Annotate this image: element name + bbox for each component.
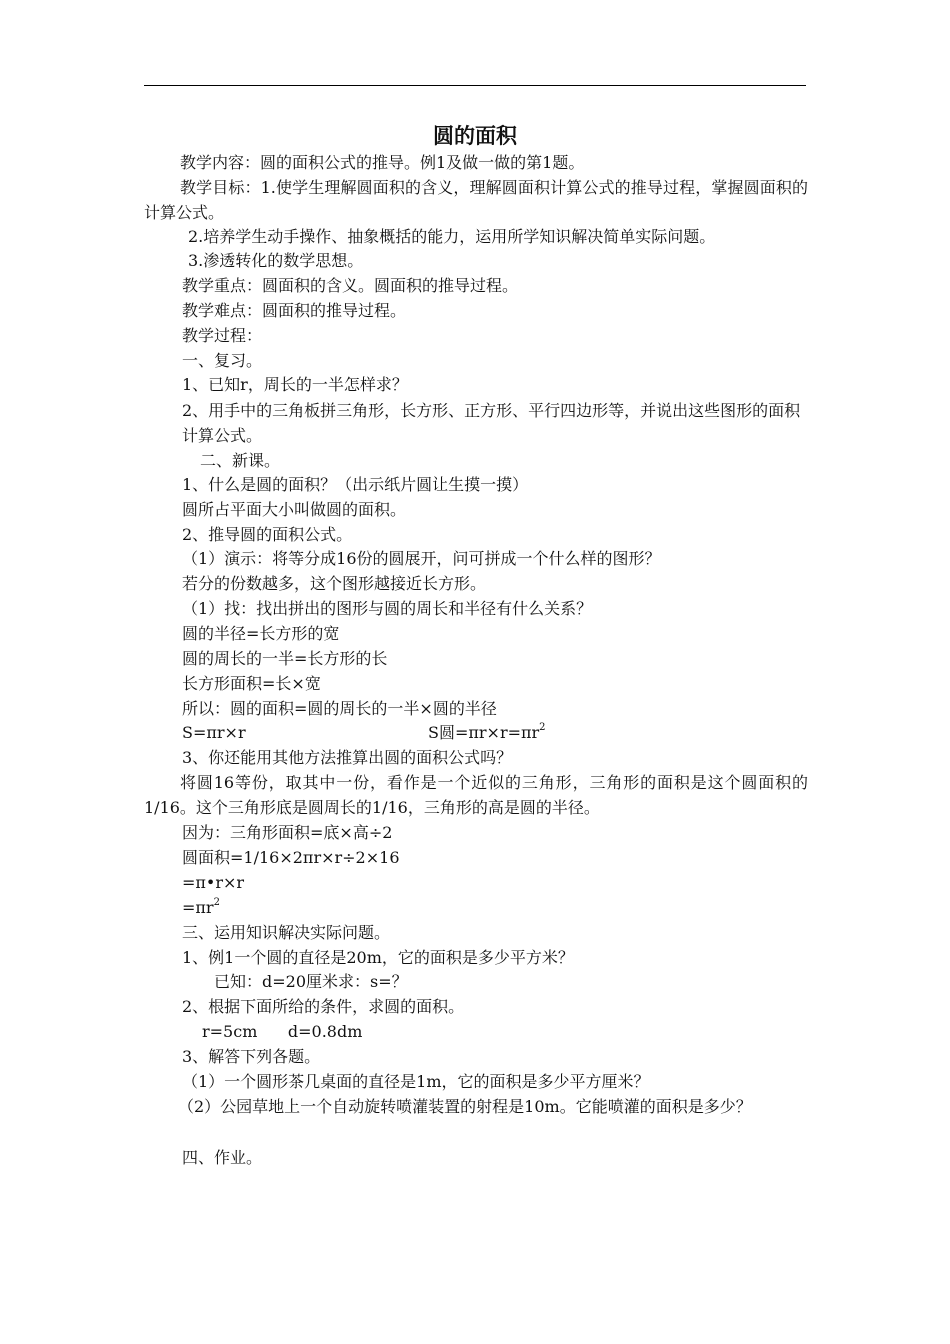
example-3: 3、解答下列各题。 bbox=[182, 1047, 321, 1066]
example-3-1: （1）一个圆形茶几桌面的直径是1m，它的面积是多少平方厘米？ bbox=[182, 1072, 650, 1091]
demo-note: 若分的份数越多，这个图形越接近长方形。 bbox=[182, 574, 487, 593]
formula-right-exponent: 2 bbox=[539, 722, 546, 733]
new-item-2: 2、推导圆的面积公式。 bbox=[182, 525, 353, 544]
teaching-goal-3: 3.渗透转化的数学思想。 bbox=[188, 251, 364, 270]
relation-radius: 圆的半径=长方形的宽 bbox=[182, 624, 340, 643]
calc-step-3 bbox=[182, 896, 220, 920]
review-item-1: 1、已知r，周长的一半怎样求？ bbox=[182, 375, 408, 394]
demo-step: （1）演示：将等分成16份的圆展开，问可拼成一个什么样的图形？ bbox=[182, 549, 661, 568]
calc-step-2: =π•r×r bbox=[182, 873, 245, 892]
section-new-lesson: 二、新课。 bbox=[200, 451, 281, 470]
find-step: （1）找：找出拼出的图形与圆的周长和半径有什么关系？ bbox=[182, 599, 593, 618]
example-1-known: 已知：d=20厘米求：s=？ bbox=[214, 972, 408, 991]
section-apply: 三、运用知识解决实际问题。 bbox=[182, 923, 391, 942]
new-item-1: 1、什么是圆的面积？（出示纸片圆让生摸一摸） bbox=[182, 475, 529, 494]
formula-left: S=πr×r bbox=[182, 723, 246, 742]
example-1: 1、例1一个圆的直径是20m，它的面积是多少平方米？ bbox=[182, 948, 574, 967]
section-review: 一、复习。 bbox=[182, 351, 263, 370]
example-2: 2、根据下面所给的条件，求圆的面积。 bbox=[182, 997, 465, 1016]
header-rule bbox=[144, 85, 806, 86]
section-homework: 四、作业。 bbox=[182, 1148, 263, 1167]
teaching-goal-1: 教学目标：1.使学生理解圆面积的含义，理解圆面积计算公式的推导过程，掌握圆面积的计算公式。 bbox=[144, 178, 808, 222]
teaching-goal-2: 2.培养学生动手操作、抽象概括的能力，运用所学知识解决简单实际问题。 bbox=[188, 227, 716, 246]
teaching-key-point: 教学重点：圆面积的含义。圆面积的推导过程。 bbox=[182, 276, 519, 295]
relation-rectangle-area: 长方形面积=长×宽 bbox=[182, 674, 321, 693]
calc-step-1: 圆面积=1/16×2πr×r÷2×16 bbox=[182, 848, 400, 867]
formula-right bbox=[428, 721, 546, 745]
new-item-3: 3、你还能用其他方法推算出圆的面积公式吗？ bbox=[182, 748, 513, 767]
teaching-difficulty: 教学难点：圆面积的推导过程。 bbox=[182, 301, 407, 320]
review-item-2: 2、用手中的三角板拼三角形，长方形、正方形、平行四边形等，并说出这些图形的面积计算公式。 bbox=[182, 401, 801, 445]
calc-step-3-text: =πr bbox=[182, 898, 214, 917]
example-3-2: （2）公园草地上一个自动旋转喷灌装置的射程是10m。它能喷灌的面积是多少？ bbox=[178, 1097, 752, 1116]
calc-step-3-exponent: 2 bbox=[213, 897, 220, 908]
new-item-1-definition: 圆所占平面大小叫做圆的面积。 bbox=[182, 500, 407, 519]
formula-right-text: S圆=πr×r=πr bbox=[428, 723, 540, 742]
conclusion-formula: 所以：圆的面积=圆的周长的一半×圆的半径 bbox=[182, 699, 497, 718]
because-line: 因为：三角形面积=底×高÷2 bbox=[182, 823, 393, 842]
teaching-process: 教学过程： bbox=[182, 326, 263, 345]
relation-half-circumference: 圆的周长的一半=长方形的长 bbox=[182, 649, 388, 668]
example-2-values: r=5cm d=0.8dm bbox=[202, 1022, 363, 1041]
teaching-content: 教学内容：圆的面积公式的推导。例1及做一做的第1题。 bbox=[180, 153, 585, 172]
triangle-method-paragraph: 将圆16等份，取其中一份，看作是一个近似的三角形，三角形的面积是这个圆面积的1/16。这个三角形底是圆周长的1/16，三角形的高是圆的半径。 bbox=[144, 773, 808, 817]
page-title: 圆的面积 bbox=[433, 124, 517, 148]
